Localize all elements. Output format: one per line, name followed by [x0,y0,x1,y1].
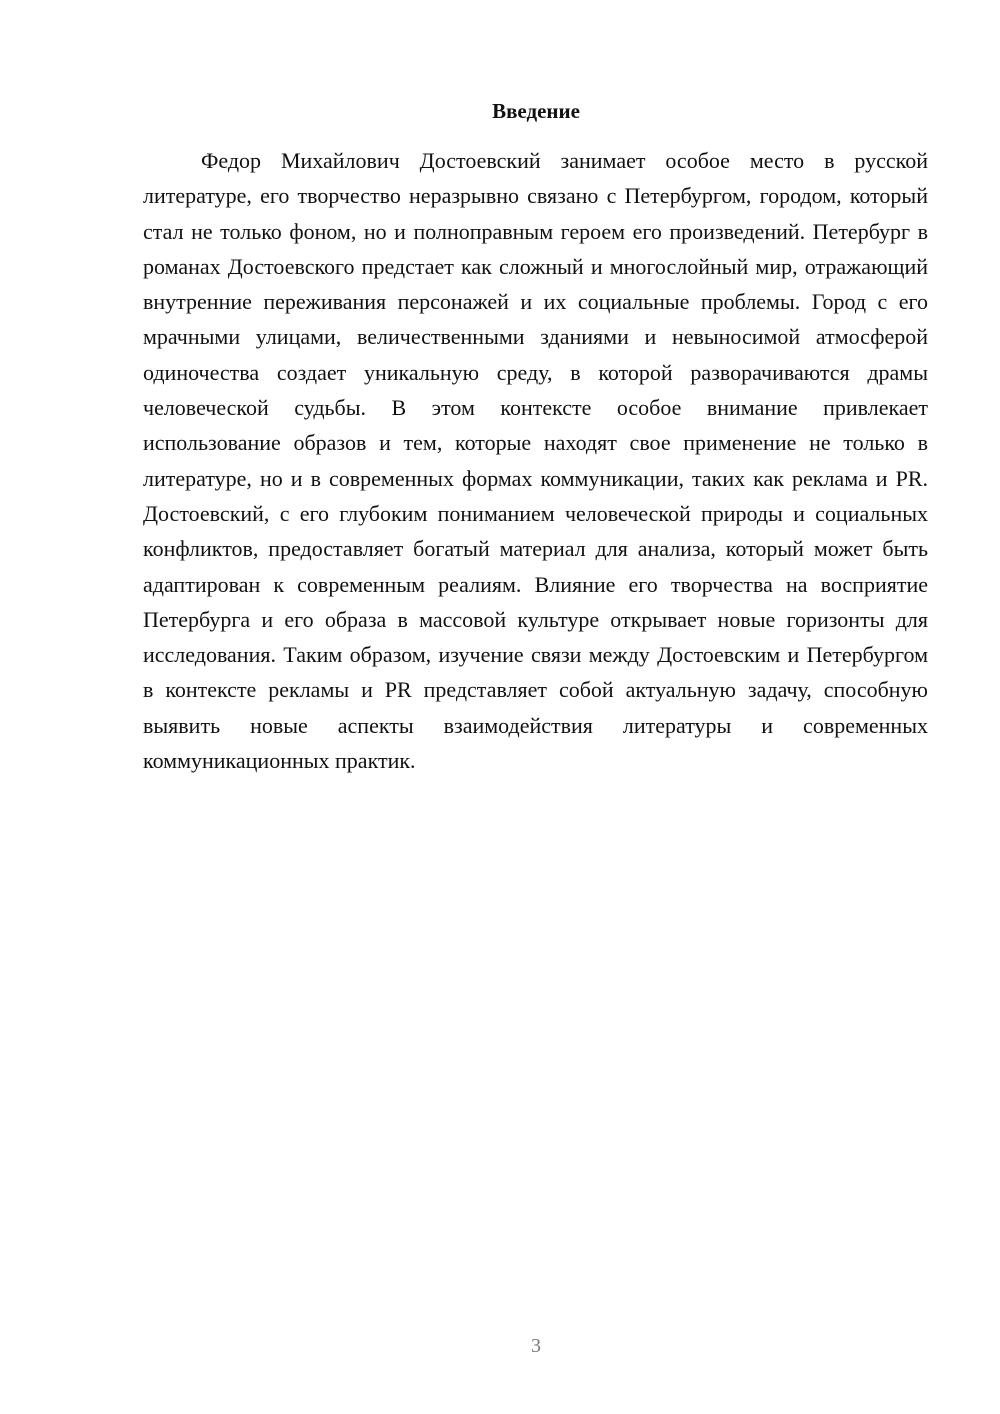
section-heading: Введение [492,99,580,123]
page-number: 3 [531,1335,541,1357]
body-paragraph: Федор Михайлович Достоевский занимает особое место в русской литературе, его творчество неразрывно связано с Петербургом, городом, который стал не только фоном, но и полноправным героем его произведений. Петербург в романах Достоевского предстает как сложный и многослойный мир, отражающий внутренние переживания персонажей и их социальные проблемы. Город с его мрачными улицами, величественными зданиями и невыносимой атмосферой одиночества создает уникальную среду, в которой разворачиваются драмы человеческой судьбы. В этом контексте особое внимание привлекает использование образов и тем, которые находят свое применение не только в литературе, но и в современных формах коммуникации, таких как реклама и PR. Достоевский, с его глубоким пониманием человеческой природы и социальных конфликтов, предоставляет богатый материал для анализа, который может быть адаптирован к современным реалиям. Влияние его творчества на восприятие Петербурга и его образа в массовой культуре открывает новые горизонты для исследования. Таким образом, изучение связи между Достоевским и Петербургом в контексте рекламы и PR представляет собой актуальную задачу, способную выявить новые аспекты взаимодействия литературы и современных коммуникационных практик. [143,148,928,774]
